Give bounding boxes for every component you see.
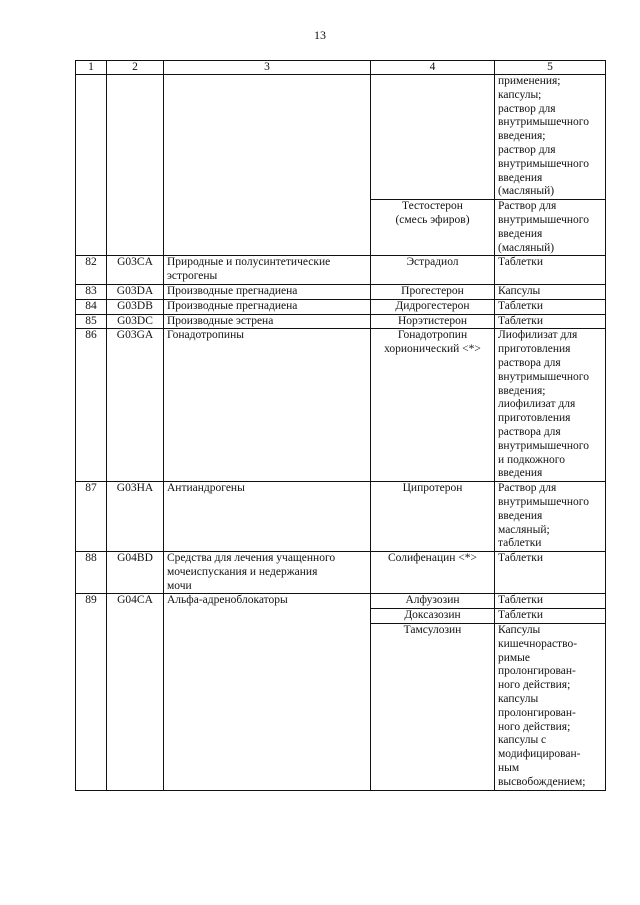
row-number: 88 bbox=[76, 552, 107, 594]
table-row bbox=[76, 314, 606, 329]
substance-name: Алфузозин bbox=[371, 594, 495, 609]
substance-name: Ципротерон bbox=[371, 482, 495, 552]
table-row bbox=[76, 482, 606, 552]
atc-code: G04BD bbox=[107, 552, 164, 594]
substance-name: Доксазозин bbox=[371, 609, 495, 624]
dosage-form: Капсулы bbox=[495, 284, 606, 299]
page-number: 13 bbox=[314, 28, 326, 42]
group-name: Производные прегнадиена bbox=[164, 299, 371, 314]
group-name: Производные прегнадиена bbox=[164, 284, 371, 299]
row-number: 87 bbox=[76, 482, 107, 552]
dosage-form: Раствор для внутримышечного введения масляный; таблетки bbox=[495, 482, 606, 552]
atc-code bbox=[107, 75, 164, 256]
substance-name: Гонадотропин хорионический <*> bbox=[371, 329, 495, 482]
header-col-1: 1 bbox=[76, 61, 107, 75]
substance-name bbox=[371, 75, 495, 200]
substance-name: Дидрогестерон bbox=[371, 299, 495, 314]
atc-code: G03GA bbox=[107, 329, 164, 482]
table-row bbox=[76, 329, 606, 482]
dosage-form: применения; капсулы; раствор для внутримышечного введения; раствор для внутримышечного введения (масляный) bbox=[495, 75, 606, 200]
dosage-form: Таблетки bbox=[495, 299, 606, 314]
group-name: Альфа-адреноблокаторы bbox=[164, 594, 371, 790]
substance-name: Эстрадиол bbox=[371, 256, 495, 285]
dosage-form: Таблетки bbox=[495, 552, 606, 594]
row-number bbox=[76, 75, 107, 256]
group-name: Средства для лечения учащенного мочеиспускания и недержания мочи bbox=[164, 552, 371, 594]
table-header-row bbox=[76, 61, 606, 75]
row-number: 83 bbox=[76, 284, 107, 299]
atc-code: G04CA bbox=[107, 594, 164, 790]
header-col-3: 3 bbox=[164, 61, 371, 75]
dosage-form: Таблетки bbox=[495, 256, 606, 285]
substance-name: Тестостерон (смесь эфиров) bbox=[371, 200, 495, 256]
table-row bbox=[76, 552, 606, 594]
row-number: 84 bbox=[76, 299, 107, 314]
atc-code: G03DC bbox=[107, 314, 164, 329]
header-col-5: 5 bbox=[495, 61, 606, 75]
dosage-form: Таблетки bbox=[495, 609, 606, 624]
group-name: Производные эстрена bbox=[164, 314, 371, 329]
dosage-form: Капсулы кишечнораство- римые пролонгирован- ного действия; капсулы пролонгирован- ного действия; капсулы с модифицирован- ным высвобождением; bbox=[495, 624, 606, 791]
group-name: Антиандрогены bbox=[164, 482, 371, 552]
atc-code: G03HA bbox=[107, 482, 164, 552]
table-row bbox=[76, 75, 606, 200]
atc-code: G03DB bbox=[107, 299, 164, 314]
table-row bbox=[76, 284, 606, 299]
row-number: 86 bbox=[76, 329, 107, 482]
drug-table bbox=[75, 60, 606, 791]
header-col-4: 4 bbox=[371, 61, 495, 75]
substance-name: Прогестерон bbox=[371, 284, 495, 299]
substance-name: Тамсулозин bbox=[371, 624, 495, 791]
atc-code: G03CA bbox=[107, 256, 164, 285]
row-number: 82 bbox=[76, 256, 107, 285]
substance-name: Солифенацин <*> bbox=[371, 552, 495, 594]
atc-code: G03DA bbox=[107, 284, 164, 299]
table-row bbox=[76, 256, 606, 285]
header-col-2: 2 bbox=[107, 61, 164, 75]
group-name: Природные и полусинтетические эстрогены bbox=[164, 256, 371, 285]
dosage-form: Таблетки bbox=[495, 594, 606, 609]
dosage-form: Раствор для внутримышечного введения (масляный) bbox=[495, 200, 606, 256]
dosage-form: Лиофилизат для приготовления раствора для внутримышечного введения; лиофилизат для приготовления раствора для внутримышечного и подкожного введения bbox=[495, 329, 606, 482]
group-name: Гонадотропины bbox=[164, 329, 371, 482]
table-row bbox=[76, 594, 606, 609]
group-name bbox=[164, 75, 371, 256]
table-row bbox=[76, 299, 606, 314]
substance-name: Норэтистерон bbox=[371, 314, 495, 329]
dosage-form: Таблетки bbox=[495, 314, 606, 329]
row-number: 85 bbox=[76, 314, 107, 329]
row-number: 89 bbox=[76, 594, 107, 790]
